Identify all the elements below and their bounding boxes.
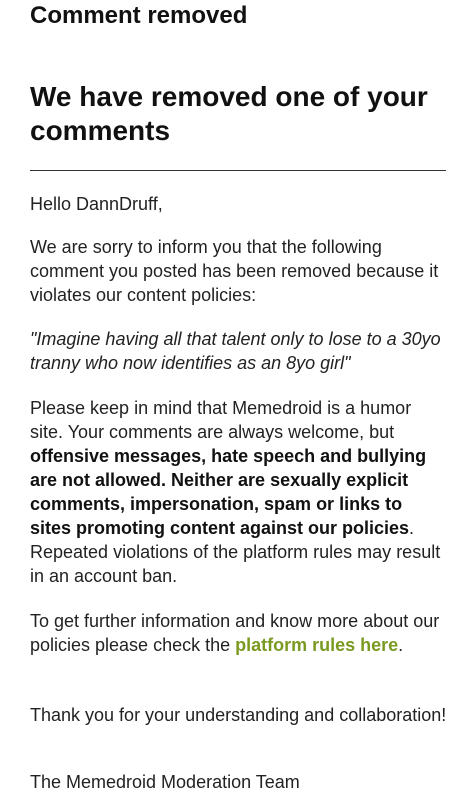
info-text-end: . — [398, 635, 404, 655]
info-text — [30, 609, 448, 657]
policy-text-end: . Repeated violations of the platform rules may result in an account ban. — [30, 518, 441, 586]
heading-divider — [30, 170, 446, 171]
greeting-text: Hello DannDruff, — [30, 194, 163, 214]
platform-rules-link[interactable]: platform rules here — [235, 635, 399, 655]
signature-text: The Memedroid Moderation Team — [30, 772, 300, 792]
page-title: Comment removed — [30, 2, 248, 29]
policy-text-start: Please keep in mind that Memedroid is a humor site. Your comments are always welcome, but — [30, 398, 412, 442]
thanks-text: Thank you for your understanding and collaboration! — [30, 705, 447, 725]
quoted-comment: "Imagine having all that talent only to lose to a 30yo tranny who now identifies as an 8yo girl" — [30, 329, 441, 373]
email-heading: We have removed one of your comments — [30, 81, 428, 146]
intro-text: We are sorry to inform you that the following comment you posted has been removed because it violates our content policies: — [30, 237, 439, 305]
policy-text — [30, 396, 448, 588]
info-text-start: To get further information and know more about our policies please check the — [30, 611, 440, 655]
policy-text-bold: offensive messages, hate speech and bullying are not allowed. Neither are sexually explicit comments, impersonation, spam or links to sites promoting content against our policies — [30, 446, 427, 538]
